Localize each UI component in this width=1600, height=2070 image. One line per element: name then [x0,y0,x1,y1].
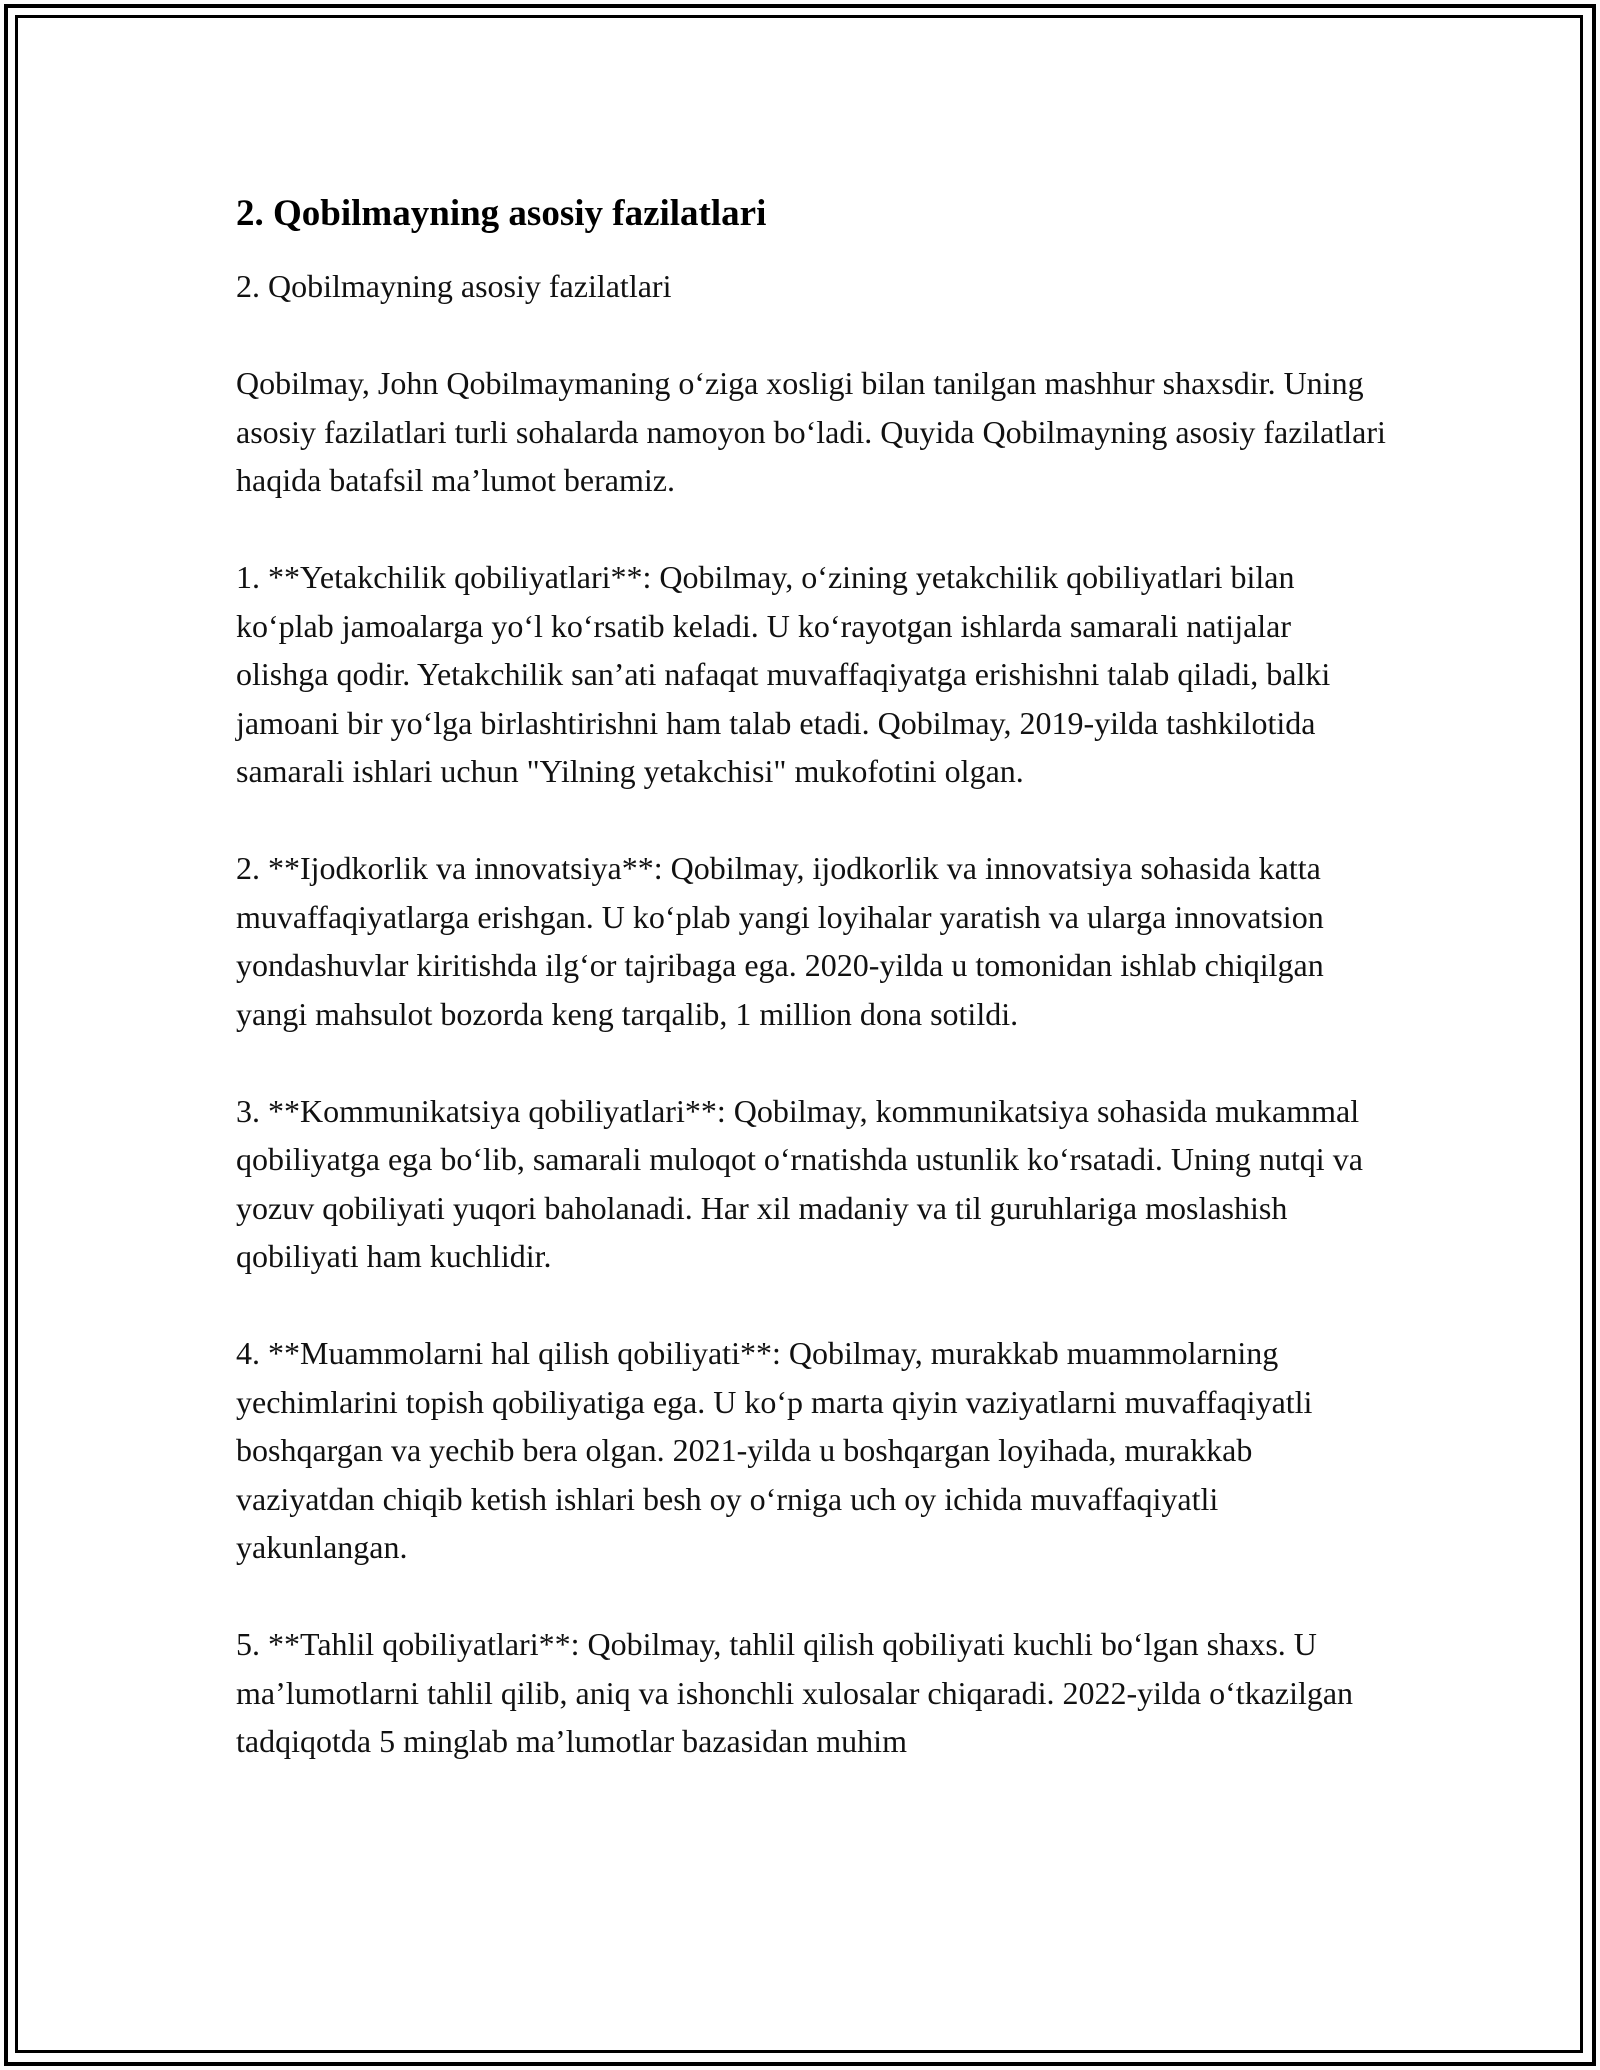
intro-paragraph: Qobilmay, John Qobilmaymaning o‘ziga xosligi bilan tanilgan mashhur shaxsdir. Uning asosiy fazilatlari turli sohalarda namoyon bo‘ladi. Quyida Qobilmayning asosiy fazilatlari haqida batafsil ma’lumot beramiz. [236,365,1386,498]
section-heading: 2. Qobilmayning asosiy fazilatlari [236,193,767,234]
list-item-problem-solving: 4. **Muammolarni hal qilish qobiliyati**: Qobilmay, murakkab muammolarning yechimlarini topish qobiliyatiga ega. U ko‘p marta qiyin vaziyatlarni muvaffaqiyatli boshqargan va yechib bera olgan. 2021-yilda u boshqargan loyihada, murakkab vaziyatdan chiqib ketish ishlari besh oy o‘rniga uch oy ichida muvaffaqiyatli yakunlangan. [236,1335,1313,1565]
list-item-communication: 3. **Kommunikatsiya qobiliyatlari**: Qobilmay, kommunikatsiya sohasida mukammal qobiliyatga ega bo‘lib, samarali muloqot o‘rnatishda ustunlik ko‘rsatadi. Uning nutqi va yozuv qobiliyati yuqori baholanadi. Har xil madaniy va til guruhlariga moslashish qobiliyati ham kuchlidir. [236,1092,1363,1274]
section-subtitle: 2. Qobilmayning asosiy fazilatlari [236,268,672,304]
list-item-leadership: 1. **Yetakchilik qobiliyatlari**: Qobilmay, o‘zining yetakchilik qobiliyatlari bilan ko‘plab jamoalarga yo‘l ko‘rsatib keladi. U ko‘rayotgan ishlarda samarali natijalar olishga qodir. Yetakchilik san’ati nafaqat muvaffaqiyatga erishishni talab qiladi, balki jamoani bir yo‘lga birlashtirishni ham talab etadi. Qobilmay, 2019-yilda tashkilotida samarali ishlari uchun "Yilning yetakchisi" mukofotini olgan. [236,559,1331,789]
list-item-creativity: 2. **Ijodkorlik va innovatsiya**: Qobilmay, ijodkorlik va innovatsiya sohasida katta muvaffaqiyatlarga erishgan. U ko‘plab yangi loyihalar yaratish va ularga innovatsion yondashuvlar kiritishda ilg‘or tajribaga ega. 2020-yilda u tomonidan ishlab chiqilgan yangi mahsulot bozorda keng tarqalib, 1 million dona sotildi. [236,850,1324,1032]
list-item-analysis: 5. **Tahlil qobiliyatlari**: Qobilmay, tahlil qilish qobiliyati kuchli bo‘lgan shaxs. U ma’lumotlarni tahlil qilib, aniq va ishonchli xulosalar chiqaradi. 2022-yilda o‘tkazilgan tadqiqotda 5 minglab ma’lumotlar bazasidan muhim [236,1626,1354,1759]
document-body [236,186,1386,1814]
